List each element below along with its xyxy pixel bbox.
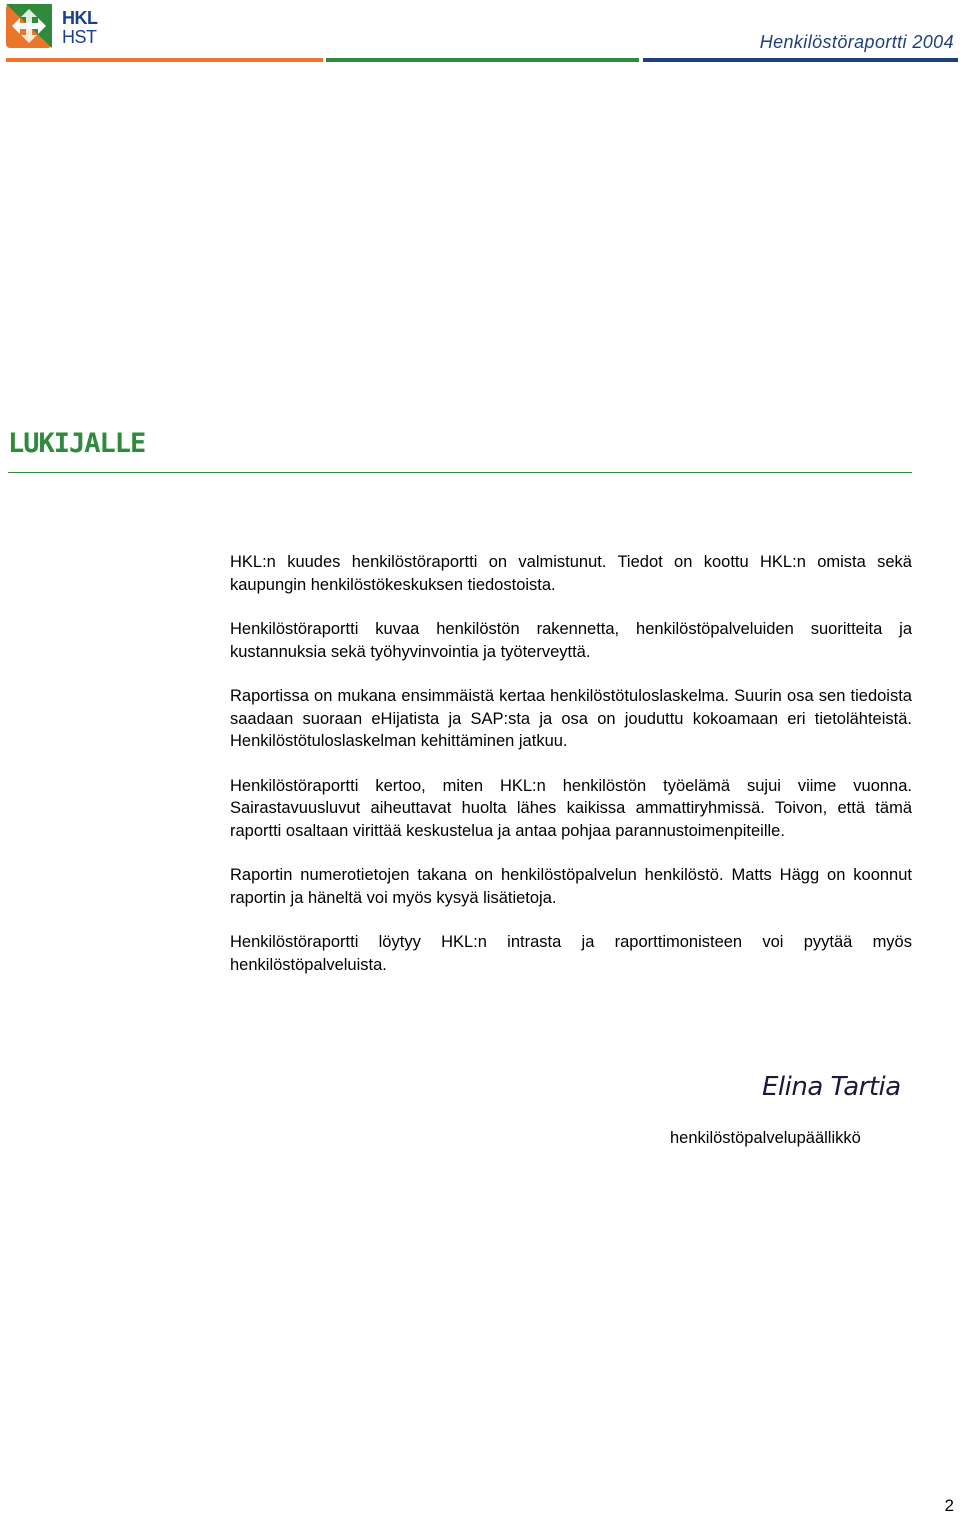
paragraph: Henkilöstöraportti kuvaa henkilöstön rakennetta, henkilöstöpalveluiden suoritteita ja kustannuksia sekä työhyvinvointia ja työterveyttä.	[230, 620, 912, 661]
report-title: Henkilöstöraportti 2004	[759, 32, 954, 52]
page-number: 2	[944, 1496, 954, 1515]
heading-rule	[8, 472, 912, 473]
signer-title: henkilöstöpalvelupäällikkö	[670, 1129, 861, 1147]
logo-text	[62, 9, 98, 47]
paragraph: Henkilöstöraportti löytyy HKL:n intrasta ja raporttimonisteen voi pyytää myös henkilöstöpalveluista.	[230, 933, 912, 974]
paragraph: HKL:n kuudes henkilöstöraportti on valmistunut. Tiedot on koottu HKL:n omista sekä kaupungin henkilöstökeskuksen tiedostoista.	[230, 553, 912, 594]
paragraph: Raportin numerotietojen takana on henkilöstöpalvelun henkilöstö. Matts Hägg on koonnut raportin ja häneltä voi myös kysyä lisätietoja.	[230, 866, 912, 907]
section-heading: LUKIJALLE	[8, 428, 146, 459]
hkl-hst-logo	[6, 4, 102, 48]
paragraph: Raportissa on mukana ensimmäistä kertaa henkilöstötuloslaskelma. Suurin osa sen tiedoista saadaan suoraan eHijatista ja SAP:sta ja osa on jouduttu kokoamaan eri tietolähteistä. Henkilöstötuloslaskelman kehittäminen jatkuu.	[230, 687, 912, 750]
header-bar-blue	[643, 58, 958, 62]
hkl-hst-logo-icon	[6, 4, 52, 48]
logo-line-2: HST	[62, 27, 97, 47]
signature: Elina Tartia	[762, 1072, 901, 1102]
body-text	[230, 551, 912, 998]
logo-line-1: HKL	[62, 8, 98, 28]
header-bar-orange	[6, 58, 323, 62]
paragraph: Henkilöstöraportti kertoo, miten HKL:n henkilöstön työelämä sujui viime vuonna. Sairastavuusluvut aiheuttavat huolta lähes kaikissa ammattiryhmissä. Toivon, että tämä raportti osaltaan virittää keskustelua ja antaa pohjaa parannustoimenpiteille.	[230, 776, 912, 840]
header-bar-green	[326, 58, 639, 62]
